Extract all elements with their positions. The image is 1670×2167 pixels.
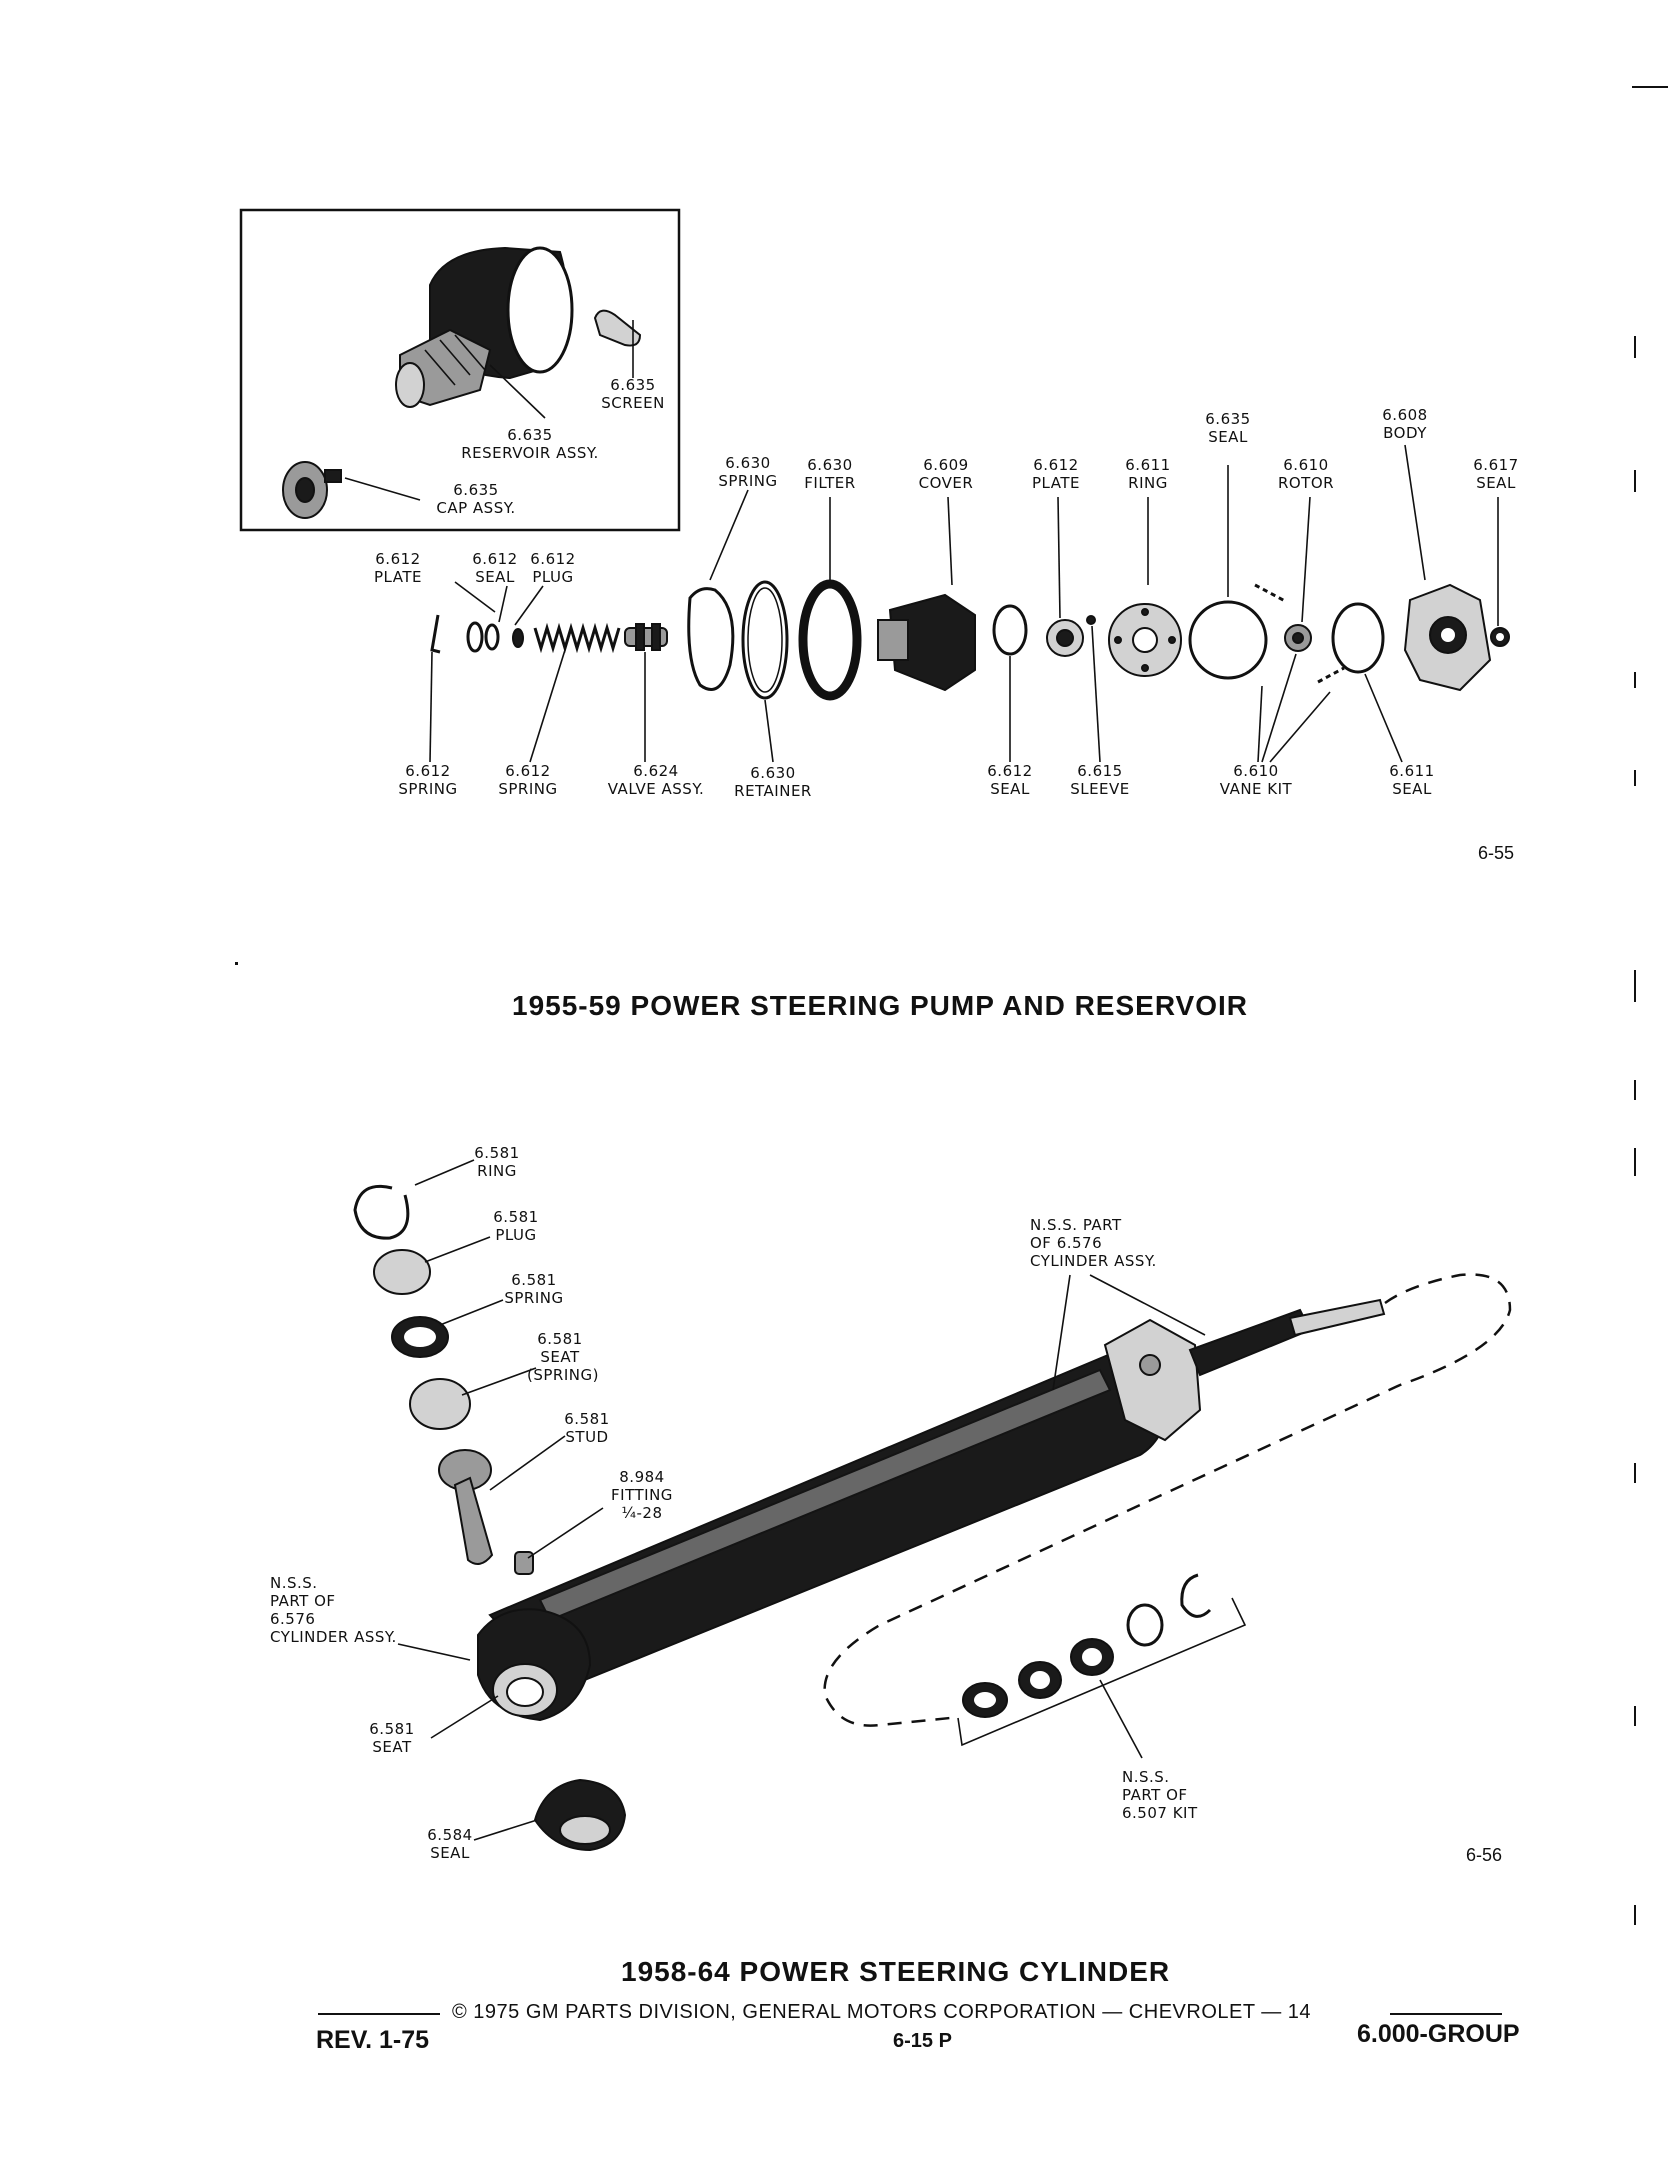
label-spring-630: SPRING: [718, 472, 778, 490]
figure-number-6-55: 6-55: [1478, 843, 1515, 863]
scan-mark: [1634, 770, 1636, 786]
scan-mark: [1632, 86, 1668, 88]
footer-rule-right: [1390, 2013, 1502, 2015]
label-seal-611: SEAL: [1392, 780, 1432, 798]
label-seal-617: SEAL: [1476, 474, 1516, 492]
plug-part: [513, 629, 523, 647]
footer-group: 6.000-GROUP: [1357, 2020, 1520, 2048]
label-seal-612: SEAL: [990, 780, 1030, 798]
fig55-leader-lines: [345, 320, 1498, 762]
kit-ring-3: [1071, 1639, 1113, 1675]
label-rotor: ROTOR: [1277, 474, 1335, 492]
scan-mark: [1634, 1080, 1636, 1100]
cylinder-end-eye: [478, 1609, 590, 1720]
valve-assy-part: [625, 624, 667, 650]
label-ring: RING: [1128, 474, 1168, 492]
label-seal-584: SEAL: [430, 1844, 470, 1862]
label-stud-581: STUD: [565, 1428, 609, 1446]
body-part: [1405, 585, 1490, 690]
label-seal-612-number: 6.612: [987, 762, 1033, 780]
label-plate: PLATE: [374, 568, 422, 586]
figure-title-cylinder: 1958-64 POWER STEERING CYLINDER: [621, 1956, 1171, 1987]
ring-part: [1109, 604, 1181, 676]
label-nss-top-3: CYLINDER ASSY.: [1030, 1252, 1157, 1270]
footer-rule-left: [318, 2013, 440, 2015]
label-fitting-size: ¼-28: [621, 1504, 663, 1522]
scan-speck: [235, 962, 238, 965]
footer-copyright: © 1975 GM PARTS DIVISION, GENERAL MOTORS CORPORATION — CHEVROLET — 14: [452, 2001, 1312, 2023]
label-nss-top-2: OF 6.576: [1030, 1234, 1103, 1252]
cylinder-small-parts: [355, 1186, 533, 1574]
kit-ring-5: [1182, 1575, 1210, 1616]
scan-mark: [1634, 470, 1636, 492]
label-nss-top-1: N.S.S. PART: [1030, 1216, 1122, 1234]
stud-581-part: [439, 1450, 492, 1564]
label-cap-number: 6.635: [453, 481, 499, 499]
label-seal: SEAL: [475, 568, 515, 586]
spring-630-part: [689, 589, 733, 690]
cylinder-body: [478, 1300, 1384, 1850]
label-plug: PLUG: [532, 568, 574, 586]
label-seat-581: SEAT: [540, 1348, 580, 1366]
scan-mark: [1634, 336, 1636, 358]
label-plate-612: PLATE: [1032, 474, 1080, 492]
label-seat2-number: 6.581: [369, 1720, 415, 1738]
label-seal-number: 6.612: [472, 550, 518, 568]
label-cover: COVER: [918, 474, 974, 492]
label-ring-number: 6.611: [1125, 456, 1171, 474]
label-spring-b-number: 6.612: [505, 762, 551, 780]
rotor-part: [1285, 625, 1311, 651]
reservoir-assy-drawing: [396, 248, 572, 407]
kit-ring-1: [963, 1683, 1007, 1717]
label-valve-number: 6.624: [633, 762, 679, 780]
label-cover-number: 6.609: [923, 456, 969, 474]
label-vane-number: 6.610: [1233, 762, 1279, 780]
label-plug-581: PLUG: [495, 1226, 537, 1244]
label-spring-630-number: 6.630: [725, 454, 771, 472]
scan-mark: [1634, 970, 1636, 1002]
figure-6-55: [241, 210, 1519, 800]
label-sleeve: SLEEVE: [1070, 780, 1130, 798]
label-filter-number: 6.630: [807, 456, 853, 474]
label-seal-617-number: 6.617: [1473, 456, 1519, 474]
label-seal-635: SEAL: [1208, 428, 1248, 446]
retainer-part: [743, 582, 787, 698]
seal-kit-parts: [958, 1575, 1245, 1758]
spring-part: [535, 628, 619, 648]
label-plug-number: 6.612: [530, 550, 576, 568]
plug-581-part: [374, 1250, 430, 1294]
label-retainer-number: 6.630: [750, 764, 796, 782]
label-plate-612-number: 6.612: [1033, 456, 1079, 474]
footer-page-number: 6-15 P: [893, 2030, 952, 2052]
label-stud-581-number: 6.581: [564, 1410, 610, 1428]
plate-part: [432, 615, 440, 652]
label-seal-611-number: 6.611: [1389, 762, 1435, 780]
seat-581-part: [410, 1379, 470, 1429]
pump-parts-row: [432, 582, 1509, 698]
label-sleeve-number: 6.615: [1077, 762, 1123, 780]
label-fitting-number: 8.984: [619, 1468, 665, 1486]
filter-part: [803, 584, 857, 696]
cover-part: [878, 595, 975, 690]
label-nss-left-1: N.S.S.: [270, 1574, 318, 1592]
fitting-part: [515, 1552, 533, 1574]
label-filter: FILTER: [804, 474, 856, 492]
figure-number-6-56: 6-56: [1466, 1845, 1503, 1865]
seal-611-part: [1333, 604, 1383, 672]
label-nss-kit-1: N.S.S.: [1122, 1768, 1170, 1786]
label-seat2: SEAT: [372, 1738, 412, 1756]
kit-ring-4: [1128, 1605, 1162, 1645]
scan-mark: [1634, 1706, 1636, 1726]
label-body-number: 6.608: [1382, 406, 1428, 424]
plate-612-part: [1047, 620, 1083, 656]
label-nss-kit-2: PART OF: [1122, 1786, 1188, 1804]
label-fitting: FITTING: [611, 1486, 673, 1504]
label-nss-kit-3: 6.507 KIT: [1122, 1804, 1198, 1822]
label-valve: VALVE ASSY.: [607, 780, 705, 798]
spring-581-part: [392, 1317, 448, 1357]
label-reservoir-number: 6.635: [507, 426, 553, 444]
label-seal-584-number: 6.584: [427, 1826, 473, 1844]
scan-mark: [1634, 1905, 1636, 1925]
scan-mark: [1634, 672, 1636, 688]
label-seat-581-paren: (SPRING): [527, 1366, 599, 1384]
seal-part: [468, 623, 482, 651]
label-plate-number: 6.612: [375, 550, 421, 568]
label-reservoir: RESERVOIR ASSY.: [461, 444, 599, 462]
label-seal-635-number: 6.635: [1205, 410, 1251, 428]
label-ring-581: RING: [477, 1162, 517, 1180]
scan-mark: [1634, 1463, 1636, 1483]
label-screen: SCREEN: [601, 394, 665, 412]
fig55-labels: [374, 376, 1519, 800]
seal-635-part: [1190, 602, 1266, 678]
sleeve-part: [1087, 616, 1095, 624]
label-ring-581-number: 6.581: [474, 1144, 520, 1162]
label-rotor-number: 6.610: [1283, 456, 1329, 474]
label-body: BODY: [1383, 424, 1427, 442]
scan-mark: [1634, 1148, 1636, 1176]
seal-584-part: [535, 1780, 625, 1850]
label-screen-number: 6.635: [610, 376, 656, 394]
label-retainer: RETAINER: [734, 782, 812, 800]
figure-6-56: [270, 1144, 1510, 1862]
kit-ring-2: [1019, 1662, 1061, 1698]
label-spring-581-number: 6.581: [511, 1271, 557, 1289]
label-nss-left-4: CYLINDER ASSY.: [270, 1628, 397, 1646]
footer-revision: REV. 1-75: [316, 2026, 430, 2054]
label-spring-581: SPRING: [504, 1289, 564, 1307]
ring-581-part: [355, 1186, 408, 1238]
cap-assy-drawing: [283, 462, 341, 518]
label-nss-left-2: PART OF: [270, 1592, 336, 1610]
seal-612-part: [994, 606, 1026, 654]
figure-title-pump: 1955-59 POWER STEERING PUMP AND RESERVOIR: [512, 990, 1248, 1021]
label-nss-left-3: 6.576: [270, 1610, 316, 1628]
label-spring-b: SPRING: [498, 780, 558, 798]
label-vane: VANE KIT: [1219, 780, 1293, 798]
label-seat-581-number: 6.581: [537, 1330, 583, 1348]
label-spring-a: SPRING: [398, 780, 458, 798]
label-spring-a-number: 6.612: [405, 762, 451, 780]
label-plug-581-number: 6.581: [493, 1208, 539, 1226]
label-cap: CAP ASSY.: [436, 499, 516, 517]
